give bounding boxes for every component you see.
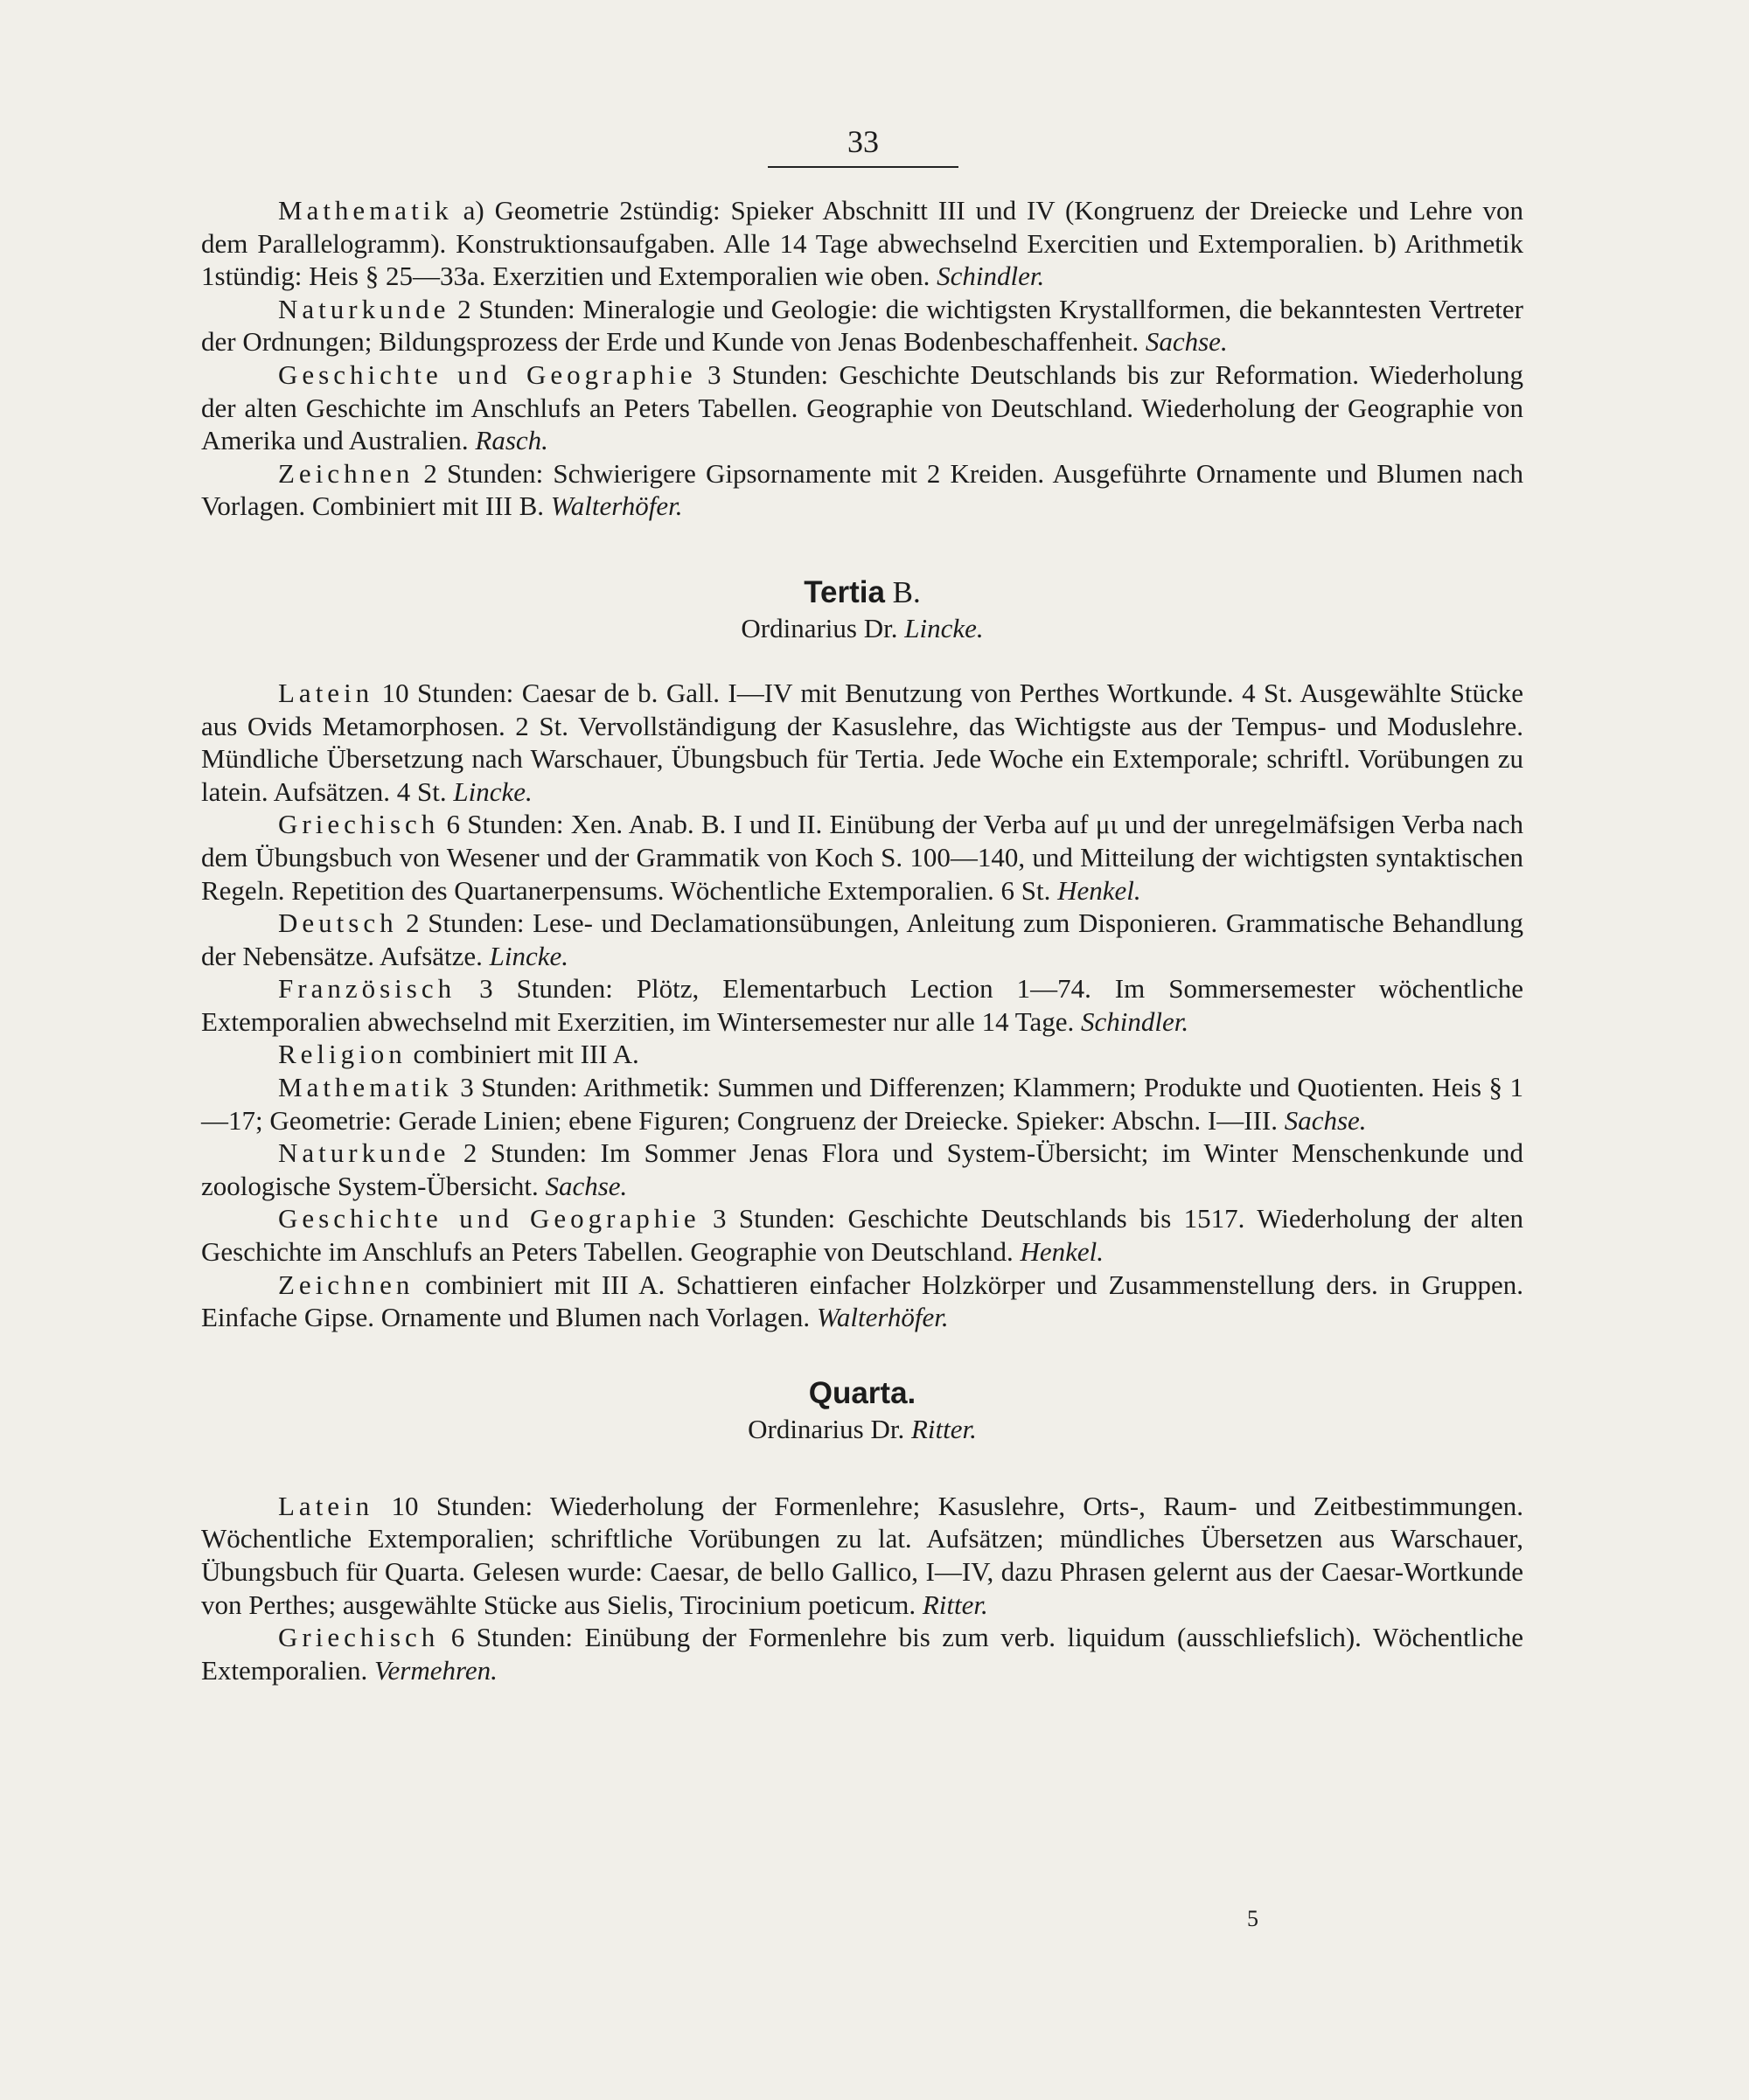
- paragraph-naturkunde: [201, 293, 1523, 358]
- subject-heading: Französisch: [278, 973, 456, 1005]
- paragraph-text: a) Geometrie 2stündig: Spieker Abschnitt III und IV (Kongruenz der Dreiecke und Lehre von dem Parallelogramm). Konstruktionsaufgaben. Alle 14 Tage abwechselnd Exercitien und Extemporalien. b) Arithmetik 1stündig: Heis § 25—33a. Exerzitien und Extemporalien wie oben.: [201, 195, 1523, 292]
- paragraph-zeichnen: [201, 1269, 1523, 1334]
- teacher-name: Walterhöfer.: [550, 490, 683, 522]
- paragraph-latein: [201, 1490, 1523, 1621]
- paragraph-text: 2 Stunden: Mineralogie und Geologie: die wichtigsten Krystallformen, die bekanntesten Vertreter der Ordnungen; Bildungsprozess der Erde und Kunde von Jenas Bodenbeschaffenheit.: [201, 293, 1523, 358]
- paragraph-text: 2 Stunden: Schwierigere Gipsornamente mit 2 Kreiden. Ausgeführte Ornamente und Blumen nach Vorlagen. Combiniert mit III B.: [201, 457, 1523, 522]
- paragraph-mathematik: [201, 194, 1523, 293]
- ordinarius-prefix: Ordinarius Dr.: [748, 1413, 911, 1444]
- section-title-quarta: [201, 1374, 1523, 1413]
- paragraph-text: 10 Stunden: Caesar de b. Gall. I—IV mit Benutzung von Perthes Wortkunde. 4 St. Ausgewählte Stücke aus Ovids Metamorphosen. 2 St. Vervollständigung der Kasuslehre, das Wichtigste aus der Tempus- und Moduslehre. Mündliche Übersetzung nach Warschauer, Übungsbuch für Tertia. Jede Woche ein Extemporale; schriftl. Vorübungen zu latein. Aufsätzen. 4 St.: [201, 677, 1523, 807]
- signature-mark: 5: [1247, 1906, 1258, 1931]
- page-number-rule: [768, 166, 958, 168]
- section-title-main: Tertia: [804, 574, 885, 609]
- subject-heading: Griechisch: [278, 1622, 440, 1653]
- subject-heading: Deutsch: [278, 907, 398, 939]
- subject-heading: Zeichnen: [278, 1269, 415, 1300]
- paragraph-religion: [201, 1038, 1523, 1071]
- teacher-name: Schindler.: [937, 261, 1045, 292]
- paragraph-text: 10 Stunden: Wiederholung der Formenlehre; Kasuslehre, Orts-, Raum- und Zeitbestimmungen. Wöchentliche Extemporalien; schriftliche Vorübungen zu lat. Aufsätzen; mündliches Übersetzen aus Warschauer, Übungsbuch für Quarta. Gelesen wurde: Caesar, de bello Gallico, I—IV, dazu Phrasen gelernt aus der Caesar-Wortkunde von Perthes; ausgewählte Stücke aus Sielis, Tirocinium poeticum.: [201, 1490, 1523, 1620]
- teacher-name: Lincke.: [453, 775, 533, 807]
- teacher-name: Walterhöfer.: [816, 1302, 949, 1333]
- ordinarius-line: [201, 1413, 1523, 1446]
- section-title-main: Quarta.: [808, 1375, 916, 1410]
- subject-heading: Religion: [278, 1039, 407, 1070]
- ordinarius-name: Ritter.: [910, 1413, 977, 1444]
- teacher-name: Henkel.: [1057, 874, 1141, 906]
- section-title-suffix: B.: [884, 574, 921, 609]
- teacher-name: Sachse.: [1284, 1104, 1367, 1136]
- section-title-tertia-b: [201, 574, 1523, 612]
- ordinarius-name: Lincke.: [904, 612, 984, 643]
- paragraph-deutsch: [201, 907, 1523, 972]
- subject-heading: Latein: [278, 1490, 374, 1521]
- teacher-name: Lincke.: [489, 940, 569, 971]
- paragraph-text: 3 Stunden: Plötz, Elementarbuch Lection 1—74. Im Sommersemester wöchentliche Extemporalien abwechselnd mit Exerzitien, im Wintersemester nur alle 14 Tage.: [201, 973, 1523, 1037]
- paragraph-franzoesisch: [201, 972, 1523, 1038]
- teacher-name: Sachse.: [545, 1170, 628, 1201]
- teacher-name: Ritter.: [922, 1589, 988, 1620]
- paragraph-latein: [201, 677, 1523, 808]
- paragraph-griechisch: [201, 808, 1523, 907]
- paragraph-geschichte: [201, 358, 1523, 457]
- subject-heading: Naturkunde: [278, 1137, 450, 1169]
- page-number: 33: [847, 124, 879, 159]
- paragraph-text: 2 Stunden: Lese- und Declamationsübungen, Anleitung zum Disponieren. Grammatische Behandlung der Nebensätze. Aufsätze.: [201, 907, 1523, 971]
- paragraph-text: combiniert mit III A.: [406, 1039, 639, 1070]
- subject-heading: Zeichnen: [278, 457, 415, 489]
- teacher-name: Rasch.: [475, 425, 548, 456]
- ordinarius-line: [201, 612, 1523, 645]
- teacher-name: Henkel.: [1020, 1236, 1104, 1268]
- paragraph-text: 6 Stunden: Xen. Anab. B. I und II. Einübung der Verba auf μι und der unregelmäfsigen Verba nach dem Übungsbuch von Wesener und der Grammatik von Koch S. 100—140, und Mitteilung der wichtigsten syntaktischen Regeln. Repetition des Quartanerpensums. Wöchentliche Extemporalien. 6 St.: [201, 809, 1523, 906]
- paragraph-mathematik: [201, 1071, 1523, 1137]
- teacher-name: Sachse.: [1145, 326, 1228, 358]
- document-body: [201, 194, 1523, 1686]
- subject-heading: Mathematik: [278, 195, 453, 226]
- subject-heading: Griechisch: [278, 809, 440, 840]
- subject-heading: Latein: [278, 677, 374, 708]
- paragraph-text: 3 Stunden: Geschichte Deutschlands bis zur Reformation. Wiederholung der alten Geschichte im Anschlufs an Peters Tabellen. Geographie von Deutschland. Wiederholung der Geographie von Amerika und Australien.: [201, 358, 1523, 456]
- subject-heading: Mathematik: [278, 1072, 453, 1103]
- ordinarius-prefix: Ordinarius Dr.: [741, 612, 905, 643]
- teacher-name: Schindler.: [1081, 1005, 1189, 1037]
- paragraph-zeichnen: [201, 457, 1523, 523]
- paragraph-text: 3 Stunden: Geschichte Deutschlands bis 1517. Wiederholung der alten Geschichte im Anschlufs an Peters Tabellen. Geographie von Deutschland.: [201, 1203, 1523, 1268]
- subject-heading: Naturkunde: [278, 293, 450, 324]
- paragraph-text: 6 Stunden: Einübung der Formenlehre bis zum verb. liquidum (ausschliefslich). Wöchentliche Extemporalien.: [201, 1622, 1523, 1686]
- paragraph-naturkunde: [201, 1137, 1523, 1202]
- teacher-name: Vermehren.: [374, 1654, 498, 1686]
- paragraph-text: 3 Stunden: Arithmetik: Summen und Differenzen; Klammern; Produkte und Quotienten. Heis § 1—17; Geometrie: Gerade Linien; ebene Figuren; Congruenz der Dreiecke. Spieker: Abschn. I—III.: [201, 1072, 1523, 1136]
- paragraph-geschichte: [201, 1202, 1523, 1268]
- subject-heading: Geschichte und Geographie: [278, 1203, 700, 1234]
- subject-heading: Geschichte und Geographie: [278, 358, 697, 390]
- paragraph-griechisch: [201, 1621, 1523, 1686]
- paragraph-text: 2 Stunden: Im Sommer Jenas Flora und System-Übersicht; im Winter Menschenkunde und zoologische System-Übersicht.: [201, 1137, 1523, 1201]
- paragraph-text: combiniert mit III A. Schattieren einfacher Holzkörper und Zusammenstellung ders. in Gruppen. Einfache Gipse. Ornamente und Blumen nach Vorlagen.: [201, 1269, 1523, 1333]
